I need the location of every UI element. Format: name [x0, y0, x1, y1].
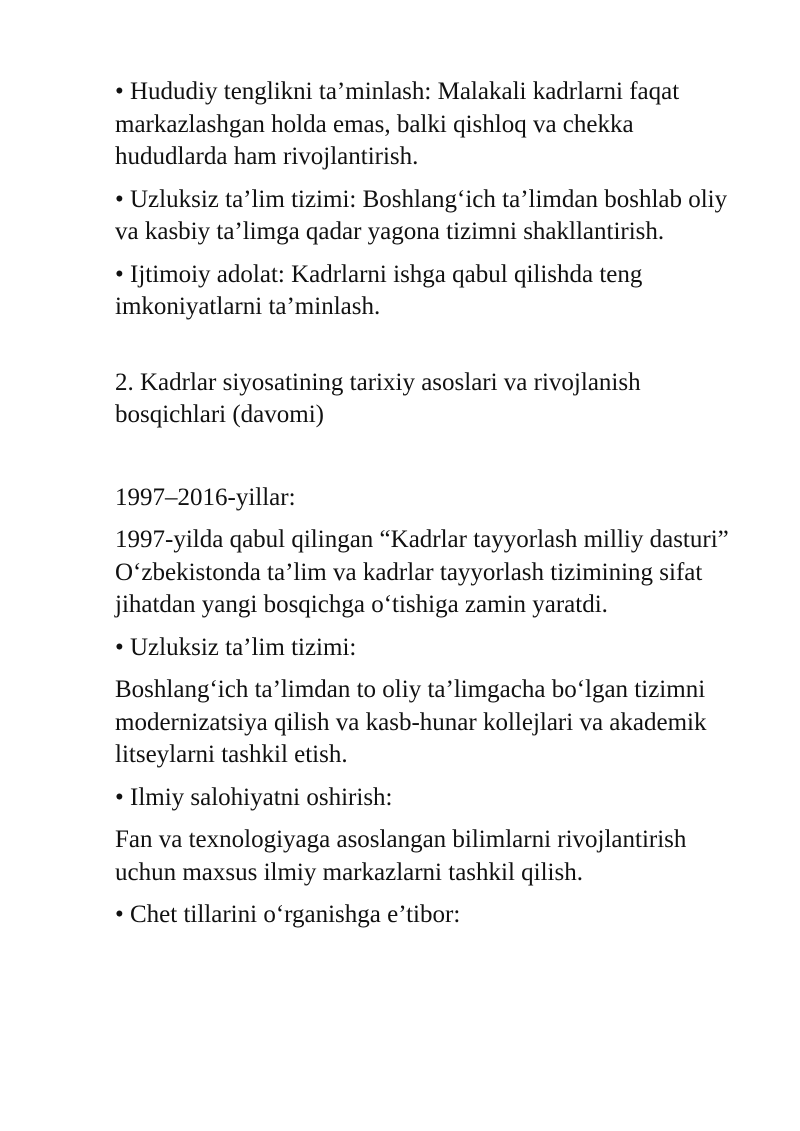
continuous-education-text: Boshlang‘ich ta’limdan to oliy ta’limgacha bo‘lgan tizimni modernizatsiya qilish va kasb-hunar kollejlari va akademik litseylarni tashkil etish.	[115, 676, 707, 768]
bullet-continuous-education: • Uzluksiz ta’lim tizimi: Boshlang‘ich ta’limdan boshlab oliy va kasbiy ta’limga qadar yagona tizimni shakllantirish.	[115, 185, 728, 245]
bullet-regional-equality: • Hududiy tenglikni ta’minlash: Malakali kadrlarni faqat markazlashgan holda emas, balki qishloq va chekka hududlarda ham rivojlantirish.	[115, 78, 680, 170]
spacer	[115, 442, 740, 482]
bullet-scientific-potential-heading: • Ilmiy salohiyatni oshirish:	[115, 783, 393, 811]
bullet-foreign-languages-heading: • Chet tillarini o‘rganishga e’tibor:	[115, 901, 461, 928]
bullet-continuous-education-heading: • Uzluksiz ta’lim tizimi:	[115, 633, 357, 661]
bullet-social-justice: • Ijtimoiy adolat: Kadrlarni ishga qabul qilishda teng imkoniyatlarni ta’minlash.	[115, 260, 643, 320]
period-heading: 1997–2016-yillar:	[115, 483, 296, 511]
period-description: 1997-yilda qabul qilingan “Kadrlar tayyorlash milliy dasturi” O‘zbekistonda ta’lim va kadrlar tayyorlash tizimining sifat jihatdan yangi bosqichga o‘tishiga zamin yaratdi.	[115, 526, 729, 618]
section-heading: 2. Kadrlar siyosatining tarixiy asoslari va rivojlanish bosqichlari (davomi)	[115, 368, 641, 428]
document-body	[115, 76, 740, 942]
scientific-potential-text: Fan va texnologiyaga asoslangan bilimlarni rivojlantirish uchun maxsus ilmiy markazlarni tashkil qilish.	[115, 826, 687, 886]
spacer	[115, 334, 740, 367]
